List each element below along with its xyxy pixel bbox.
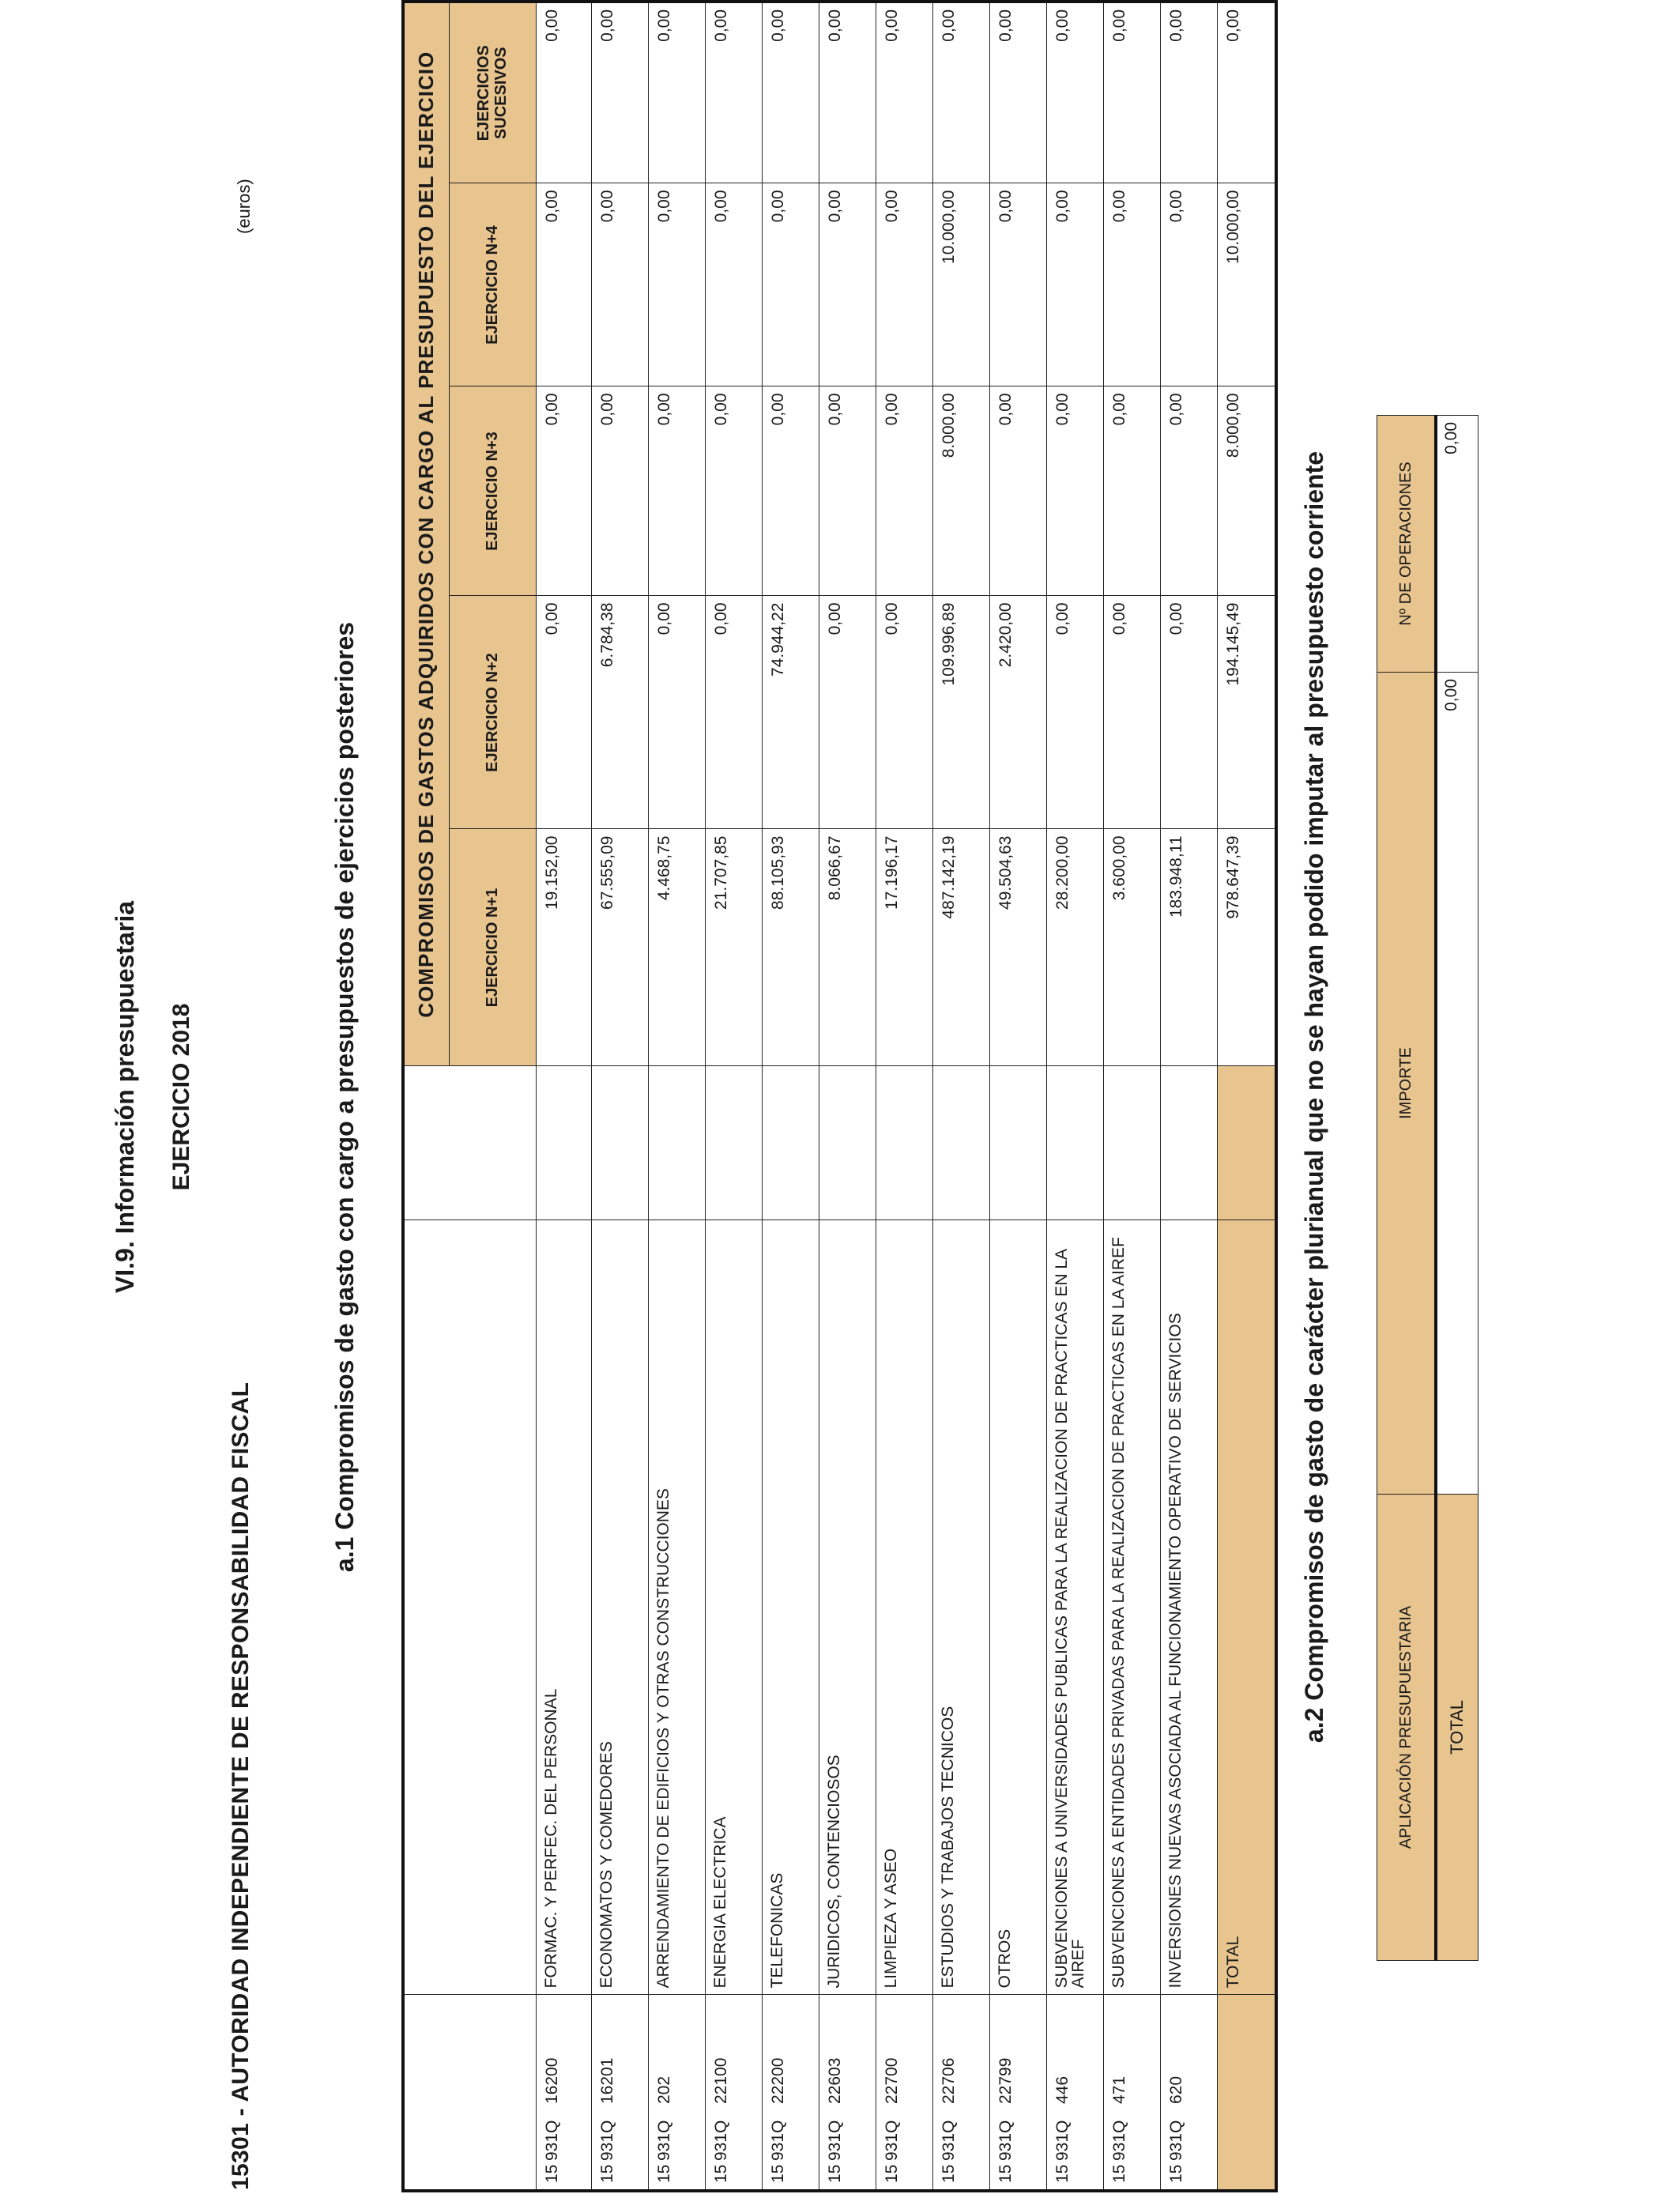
partida-concepto: 22700 (882, 2057, 901, 2104)
table-row (705, 2, 762, 2191)
exercise-year: EJERCICIO 2018 (168, 1003, 194, 1191)
partida-header-cell (403, 1995, 536, 2191)
total-n2: 194.145,49 (1217, 596, 1276, 829)
partida-concepto: 620 (1166, 2075, 1185, 2104)
value-n1: 28.200,00 (1046, 829, 1103, 1066)
a2-total-importe: 0,00 (1436, 673, 1478, 1495)
descripcion-cell: ESTUDIOS Y TRABAJOS TECNICOS (932, 1220, 989, 1995)
partida-cell (932, 1995, 989, 2191)
value-n1: 21.707,85 (705, 829, 762, 1066)
partida-org: 15 (939, 2164, 958, 2183)
units-label: (euros) (234, 179, 254, 234)
entity-name: 15301 - AUTORIDAD INDEPENDIENTE DE RESPONSABILIDAD FISCAL (228, 1382, 254, 2190)
col-header-sucesivos: EJERCICIOS SUCESIVOS (449, 2, 536, 183)
descripcion-header-cell (403, 1220, 536, 1995)
value-n3: 0,00 (591, 386, 648, 596)
partida-prog: 931Q (882, 2120, 901, 2161)
table-row (1046, 2, 1103, 2191)
value-n1: 17.196,17 (876, 829, 932, 1066)
blank-cell (819, 1066, 876, 1220)
blank-cell (591, 1066, 648, 1220)
partida-concepto: 22100 (711, 2057, 730, 2104)
value-n1: 4.468,75 (648, 829, 705, 1066)
partida-cell (819, 1995, 876, 2191)
value-n1: 49.504,63 (989, 829, 1046, 1066)
value-n1: 67.555,09 (591, 829, 648, 1066)
table-row (876, 2, 932, 2191)
blank-cell (989, 1066, 1046, 1220)
value-suc: 0,00 (762, 2, 819, 183)
partida-cell (876, 1995, 932, 2191)
partida-prog: 931Q (825, 2120, 844, 2161)
partida-org: 15 (825, 2164, 844, 2183)
importe-header: IMPORTE (1377, 673, 1436, 1495)
page-title: VI.9. Información presupuestaria (111, 900, 139, 1294)
value-suc: 0,00 (819, 2, 876, 183)
partida-concepto: 446 (1053, 2075, 1072, 2104)
commitments-table (401, 0, 1278, 2192)
table-row (648, 2, 705, 2191)
blank-cell (648, 1066, 705, 1220)
value-n2: 74.944,22 (762, 596, 819, 829)
partida-cell (1103, 1995, 1160, 2191)
value-n2: 0,00 (819, 596, 876, 829)
partida-org: 15 (542, 2164, 561, 2183)
partida-concepto: 22706 (939, 2057, 958, 2104)
value-n4: 10.000,00 (932, 183, 989, 386)
blank-cell (1160, 1066, 1217, 1220)
partida-prog: 931Q (654, 2120, 673, 2161)
value-n3: 0,00 (536, 386, 591, 596)
value-n1: 3.600,00 (1103, 829, 1160, 1066)
value-n2: 0,00 (876, 596, 932, 829)
descripcion-cell: SUBVENCIONES A ENTIDADES PRIVADAS PARA LA REALIZACION DE PRACTICAS EN LA AIREF (1103, 1220, 1160, 1995)
partida-prog: 931Q (1109, 2120, 1128, 2161)
section-a2-title: a.2 Compromisos de gasto de carácter plurianual que no se hayan podido imputar al presupuesto corriente (1300, 450, 1328, 1744)
descripcion-cell: FORMAC. Y PERFEC. DEL PERSONAL (536, 1220, 591, 1995)
descripcion-cell: ENERGIA ELECTRICA (705, 1220, 762, 1995)
value-n2: 0,00 (648, 596, 705, 829)
value-n4: 0,00 (1103, 183, 1160, 386)
partida-cell (536, 1995, 591, 2191)
table-row (536, 2, 591, 2191)
value-n3: 0,00 (705, 386, 762, 596)
blank-cell (536, 1066, 591, 1220)
table-row (989, 2, 1046, 2191)
partida-concepto: 16200 (542, 2057, 561, 2104)
value-n4: 0,00 (819, 183, 876, 386)
group-header: COMPROMISOS DE GASTOS ADQUIRIDOS CON CARGO AL PRESUPUESTO DEL EJERCICIO (403, 2, 449, 1066)
value-suc: 0,00 (1103, 2, 1160, 183)
descripcion-cell: INVERSIONES NUEVAS ASOCIADA AL FUNCIONAMIENTO OPERATIVO DE SERVICIOS (1160, 1220, 1217, 1995)
partida-concepto: 16201 (597, 2057, 616, 2104)
blank-cell (932, 1066, 989, 1220)
blank-cell (876, 1066, 932, 1220)
partida-prog: 931Q (1053, 2120, 1072, 2161)
plurianual-table (1377, 415, 1478, 1961)
partida-cell (591, 1995, 648, 2191)
value-suc: 0,00 (705, 2, 762, 183)
partida-prog: 931Q (939, 2120, 958, 2161)
partida-cell (1160, 1995, 1217, 2191)
total-sucesivos: 0,00 (1217, 2, 1276, 183)
value-suc: 0,00 (932, 2, 989, 183)
value-n1: 19.152,00 (536, 829, 591, 1066)
value-n4: 0,00 (762, 183, 819, 386)
blank-cell (1046, 1066, 1103, 1220)
table-row (762, 2, 819, 2191)
value-suc: 0,00 (876, 2, 932, 183)
operaciones-header: Nº DE OPERACIONES (1377, 416, 1436, 673)
value-n3: 0,00 (876, 386, 932, 596)
commitments-body (536, 2, 1217, 2191)
value-n4: 0,00 (591, 183, 648, 386)
col-header-n3: EJERCICIO N+3 (449, 386, 536, 596)
blank-header-cell (403, 1066, 536, 1220)
value-n4: 0,00 (876, 183, 932, 386)
partida-cell (989, 1995, 1046, 2191)
value-n3: 8.000,00 (932, 386, 989, 596)
table-row (1103, 2, 1160, 2191)
value-n2: 0,00 (536, 596, 591, 829)
descripcion-cell: SUBVENCIONES A UNIVERSIDADES PUBLICAS PARA LA REALIZACION DE PRACTICAS EN LA AIREF (1046, 1220, 1103, 1995)
a2-total-operaciones: 0,00 (1436, 416, 1478, 673)
blank-cell (762, 1066, 819, 1220)
value-n3: 0,00 (648, 386, 705, 596)
value-n2: 2.420,00 (989, 596, 1046, 829)
descripcion-cell: LIMPIEZA Y ASEO (876, 1220, 932, 1995)
col-header-n2: EJERCICIO N+2 (449, 596, 536, 829)
partida-org: 15 (882, 2164, 901, 2183)
value-n1: 8.066,67 (819, 829, 876, 1066)
partida-prog: 931Q (1166, 2120, 1185, 2161)
partida-prog: 931Q (542, 2120, 561, 2161)
partida-concepto: 471 (1109, 2075, 1128, 2104)
col-header-n4: EJERCICIO N+4 (449, 183, 536, 386)
partida-concepto: 22799 (996, 2057, 1015, 2104)
value-n1: 487.142,19 (932, 829, 989, 1066)
value-n2: 0,00 (705, 596, 762, 829)
partida-prog: 931Q (768, 2120, 787, 2161)
partida-org: 15 (1053, 2164, 1072, 2183)
partida-concepto: 22200 (768, 2057, 787, 2104)
value-n3: 0,00 (989, 386, 1046, 596)
partida-org: 15 (1166, 2164, 1185, 2183)
partida-cell (1046, 1995, 1103, 2191)
descripcion-cell: OTROS (989, 1220, 1046, 1995)
a2-total-label: TOTAL (1436, 1495, 1478, 1961)
value-suc: 0,00 (536, 2, 591, 183)
value-n4: 0,00 (1046, 183, 1103, 386)
partida-cell (762, 1995, 819, 2191)
descripcion-cell: JURIDICOS, CONTENCIOSOS (819, 1220, 876, 1995)
value-n3: 0,00 (1103, 386, 1160, 596)
blank-cell (705, 1066, 762, 1220)
value-n2: 6.784,38 (591, 596, 648, 829)
value-n3: 0,00 (1046, 386, 1103, 596)
total-n4: 10.000,00 (1217, 183, 1276, 386)
value-n4: 0,00 (989, 183, 1046, 386)
value-n1: 183.948,11 (1160, 829, 1217, 1066)
value-suc: 0,00 (989, 2, 1046, 183)
value-n4: 0,00 (648, 183, 705, 386)
section-a1-title: a.1 Compromisos de gasto con cargo a presupuestos de ejercicios posteriores (330, 621, 359, 1573)
partida-org: 15 (1109, 2164, 1128, 2183)
col-header-n1: EJERCICIO N+1 (449, 829, 536, 1066)
partida-org: 15 (597, 2164, 616, 2183)
value-suc: 0,00 (1046, 2, 1103, 183)
partida-cell (648, 1995, 705, 2191)
descripcion-cell: ECONOMATOS Y COMEDORES (591, 1220, 648, 1995)
partida-cell (705, 1995, 762, 2191)
total-blank-cell (1217, 1066, 1276, 1220)
table-row (932, 2, 989, 2191)
partida-concepto: 22603 (825, 2057, 844, 2104)
total-label: TOTAL (1217, 1220, 1276, 1995)
table-row (591, 2, 648, 2191)
partida-org: 15 (768, 2164, 787, 2183)
value-suc: 0,00 (591, 2, 648, 183)
descripcion-cell: ARRENDAMIENTO DE EDIFICIOS Y OTRAS CONSTRUCCIONES (648, 1220, 705, 1995)
value-n4: 0,00 (536, 183, 591, 386)
partida-org: 15 (711, 2164, 730, 2183)
partida-concepto: 202 (654, 2075, 673, 2104)
value-n3: 0,00 (819, 386, 876, 596)
value-n1: 88.105,93 (762, 829, 819, 1066)
partida-prog: 931Q (996, 2120, 1015, 2161)
descripcion-cell: TELEFONICAS (762, 1220, 819, 1995)
value-n2: 0,00 (1046, 596, 1103, 829)
aplicacion-header: APLICACIÓN PRESUPUESTARIA (1377, 1495, 1436, 1961)
value-n2: 109.996,89 (932, 596, 989, 829)
table-row (1160, 2, 1217, 2191)
partida-prog: 931Q (597, 2120, 616, 2161)
partida-org: 15 (996, 2164, 1015, 2183)
value-n3: 0,00 (1160, 386, 1217, 596)
value-n3: 0,00 (762, 386, 819, 596)
value-n2: 0,00 (1103, 596, 1160, 829)
table-row (819, 2, 876, 2191)
value-n2: 0,00 (1160, 596, 1217, 829)
partida-org: 15 (654, 2164, 673, 2183)
total-n3: 8.000,00 (1217, 386, 1276, 596)
blank-cell (1103, 1066, 1160, 1220)
partida-prog: 931Q (711, 2120, 730, 2161)
value-n4: 0,00 (1160, 183, 1217, 386)
value-suc: 0,00 (648, 2, 705, 183)
total-n1: 978.647,39 (1217, 829, 1276, 1066)
value-n4: 0,00 (705, 183, 762, 386)
total-partida-cell (1217, 1995, 1276, 2191)
value-suc: 0,00 (1160, 2, 1217, 183)
